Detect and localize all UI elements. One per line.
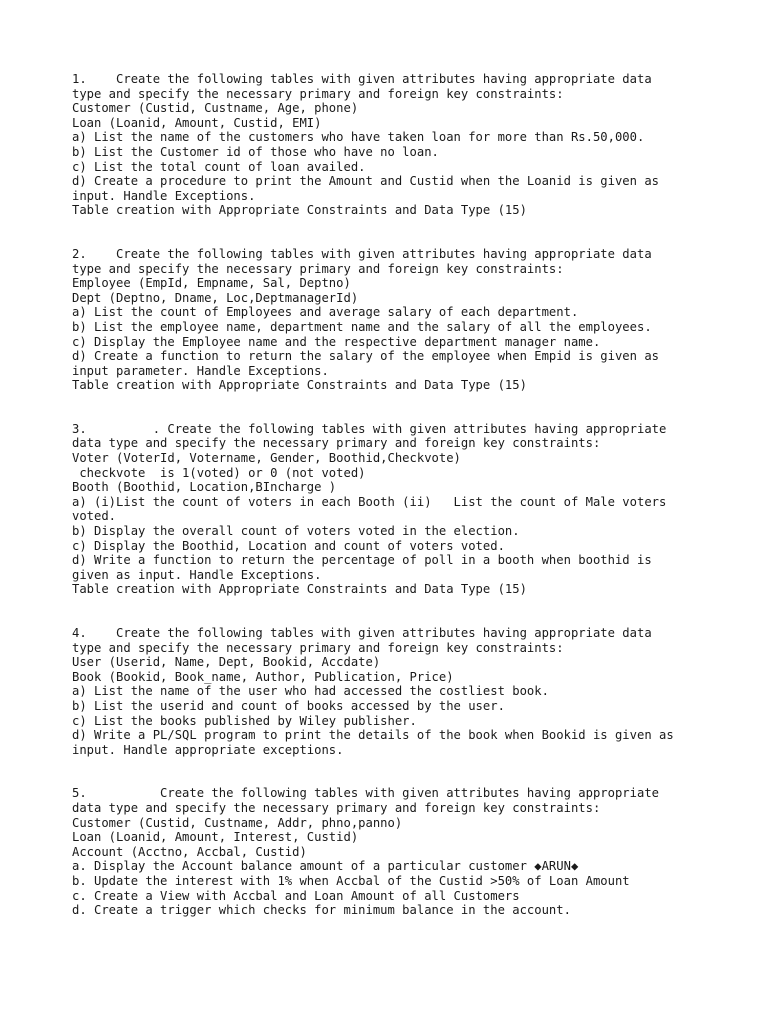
question-line: Booth (Boothid, Location,BIncharge ) (72, 480, 337, 495)
question-line: a) List the name of the customers who have taken loan for more than Rs.50,000. (72, 130, 645, 145)
question-line: b) List the Customer id of those who have no loan. (72, 144, 439, 159)
question-line: User (Userid, Name, Dept, Bookid, Accdate) (72, 655, 381, 670)
question-line: Loan (Loanid, Amount, Interest, Custid) (72, 830, 359, 845)
question-line: a) (i)List the count of voters in each Booth (ii) List the count of Male voters (72, 494, 667, 509)
question-line: Book (Bookid, Book_name, Author, Publication, Price) (72, 669, 454, 684)
question-line: checkvote is 1(voted) or 0 (not voted) (72, 465, 366, 480)
question-line: type and specify the necessary primary and foreign key constraints: (72, 86, 564, 101)
question-line: 4. Create the following tables with given attributes having appropriate data (72, 626, 652, 640)
question-line: a) List the name of the user who had accessed the costliest book. (72, 684, 549, 699)
document-page (72, 72, 732, 947)
question-line: c) Display the Employee name and the respective department manager name. (72, 334, 601, 349)
question-line: d. Create a trigger which checks for minimum balance in the account. (72, 903, 571, 918)
question-line: d) Write a PL/SQL program to print the details of the book when Bookid is given as (72, 728, 674, 743)
question-line: Employee (EmpId, Empname, Sal, Deptno) (72, 276, 351, 291)
question-line: b) List the employee name, department name and the salary of all the employees. (72, 319, 652, 334)
question-line: 3. . Create the following tables with given attributes having appropriate (72, 421, 667, 436)
question-line: Customer (Custid, Custname, Addr, phno,panno) (72, 815, 403, 830)
question-line: 2. Create the following tables with given attributes having appropriate data (72, 246, 652, 261)
question-line: given as input. Handle Exceptions. (72, 567, 322, 582)
question-line: Table creation with Appropriate Constraints and Data Type (15) (72, 582, 527, 597)
question-3 (72, 422, 732, 597)
question-line: c. Create a View with Accbal and Loan Amount of all Customers (72, 888, 520, 903)
question-line: input. Handle appropriate exceptions. (72, 742, 344, 757)
question-line: type and specify the necessary primary and foreign key constraints: (72, 261, 564, 276)
question-2 (72, 247, 732, 393)
question-1 (72, 72, 732, 218)
question-line: voted. (72, 509, 117, 524)
question-line: Table creation with Appropriate Constraints and Data Type (15) (72, 378, 527, 393)
question-line: type and specify the necessary primary and foreign key constraints: (72, 640, 564, 655)
question-line: b) Display the overall count of voters voted in the election. (72, 524, 520, 539)
question-line: a. Display the Account balance amount of a particular customer ◆ARUN◆ (72, 859, 579, 874)
question-4 (72, 626, 732, 757)
question-line: a) List the count of Employees and average salary of each department. (72, 305, 579, 320)
question-line: Voter (VoterId, Votername, Gender, Boothid,Checkvote) (72, 451, 461, 466)
question-line: Account (Acctno, Accbal, Custid) (72, 844, 307, 859)
question-line: data type and specify the necessary primary and foreign key constraints: (72, 800, 601, 815)
question-line: Dept (Deptno, Dname, Loc,DeptmanagerId) (72, 290, 359, 305)
question-line: Customer (Custid, Custname, Age, phone) (72, 101, 359, 116)
question-line: d) Create a procedure to print the Amount and Custid when the Loanid is given as (72, 174, 659, 189)
question-line: 5. Create the following tables with given attributes having appropriate (72, 786, 659, 801)
question-line: b) List the userid and count of books accessed by the user. (72, 698, 505, 713)
question-line: d) Create a function to return the salary of the employee when Empid is given as (72, 349, 659, 364)
question-line: input. Handle Exceptions. (72, 188, 256, 203)
question-line: b. Update the interest with 1% when Accbal of the Custid >50% of Loan Amount (72, 873, 630, 888)
question-line: input parameter. Handle Exceptions. (72, 363, 329, 378)
question-line: c) Display the Boothid, Location and count of voters voted. (72, 538, 505, 553)
question-5 (72, 786, 732, 917)
question-line: c) List the total count of loan availed. (72, 159, 366, 174)
question-line: d) Write a function to return the percentage of poll in a booth when boothid is (72, 553, 652, 568)
question-line: Loan (Loanid, Amount, Custid, EMI) (72, 115, 322, 130)
question-line: data type and specify the necessary primary and foreign key constraints: (72, 436, 601, 451)
question-line: Table creation with Appropriate Constraints and Data Type (15) (72, 203, 527, 218)
question-line: c) List the books published by Wiley publisher. (72, 713, 417, 728)
question-line: 1. Create the following tables with given attributes having appropriate data (72, 72, 652, 86)
